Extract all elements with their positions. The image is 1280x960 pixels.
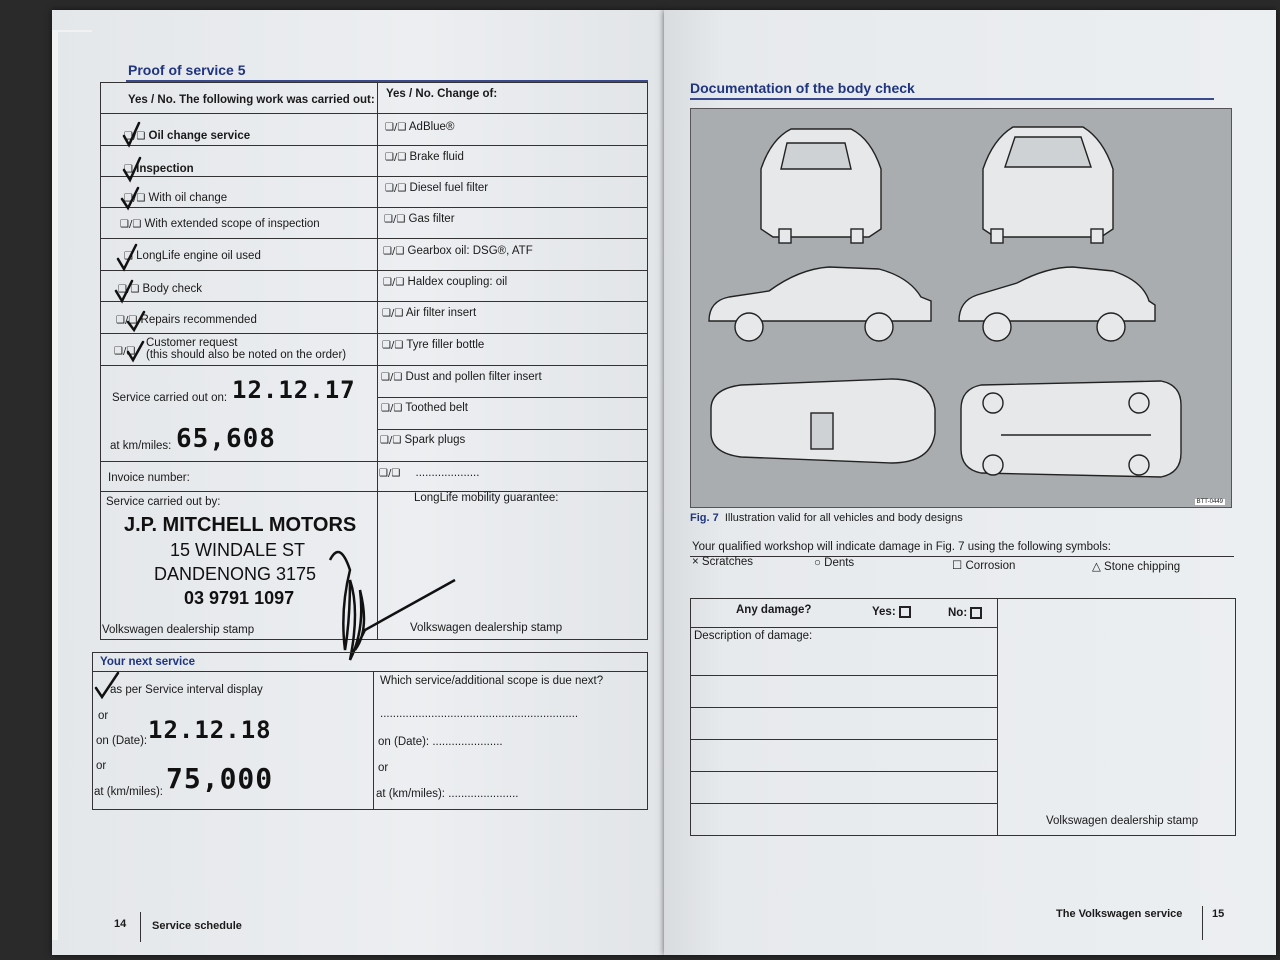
customer-request-note: (this should also be noted on the order): [146, 349, 347, 361]
work-item-oil-change[interactable]: ❑/❑ Oil change service: [124, 130, 251, 142]
footer-left: Service schedule: [152, 920, 242, 932]
work-item-body-check[interactable]: ❑/❑ Body check: [118, 283, 202, 295]
body-check-title: Documentation of the body check: [690, 80, 915, 96]
description-label: Description of damage:: [694, 630, 813, 642]
stamp-label-damage: Volkswagen dealership stamp: [1046, 815, 1199, 827]
change-item-pollen-filter[interactable]: ❑/❑ Dust and pollen filter insert: [381, 371, 542, 383]
car-figure: [690, 108, 1232, 508]
change-item-blank[interactable]: ❑/❑ ....................: [379, 467, 480, 479]
change-item-diesel-filter[interactable]: ❑/❑ Diesel fuel filter: [385, 182, 489, 194]
interval-display-option[interactable]: as per Service interval display: [110, 684, 263, 696]
footer-divider-left: [140, 912, 141, 942]
change-item-adblue[interactable]: ❑/❑ AdBlue®: [385, 121, 455, 133]
customer-request-label: Customer request: [146, 337, 238, 349]
footer-divider-right: [1202, 906, 1203, 940]
footer-right: The Volkswagen service: [1056, 908, 1183, 920]
change-item-gas-filter[interactable]: ❑/❑ Gas filter: [384, 213, 455, 225]
page-number-right: 15: [1212, 908, 1225, 920]
stamp-line-3: DANDENONG 3175: [154, 564, 317, 584]
change-item-spark-plugs[interactable]: ❑/❑ Spark plugs: [380, 434, 466, 446]
change-item-brake-fluid[interactable]: ❑/❑ Brake fluid: [385, 151, 464, 163]
work-item-repairs[interactable]: ❑/❑ Repairs recommended: [116, 314, 257, 326]
next-km-right[interactable]: at (km/miles): ......................: [376, 788, 519, 800]
change-header: Yes / No. Change of:: [386, 88, 498, 100]
km-value[interactable]: 65,608: [176, 424, 276, 454]
page-number-left: 14: [114, 918, 127, 930]
stamp-line-4: 03 9791 1097: [184, 588, 295, 608]
or-label-1: or: [98, 710, 109, 722]
change-item-haldex[interactable]: ❑/❑ Haldex coupling: oil: [383, 276, 508, 288]
longlife-guarantee-label: LongLife mobility guarantee:: [414, 492, 559, 504]
scope-question: Which service/additional scope is due next?: [380, 675, 604, 687]
figure-code: BTT-0449: [1196, 499, 1223, 505]
work-item-customer-request[interactable]: ❑/❑: [114, 346, 136, 357]
stamp-label-right: Volkswagen dealership stamp: [410, 622, 563, 634]
column-divider: [377, 83, 378, 639]
no-label[interactable]: No:: [948, 607, 982, 619]
symbols-intro: Your qualified workshop will indicate damage in Fig. 7 using the following symbols:: [692, 541, 1111, 553]
or-label-3: or: [378, 762, 389, 774]
work-item-longlife-oil[interactable]: ❑ LongLife engine oil used: [124, 250, 261, 262]
work-item-extended-scope[interactable]: ❑/❑ With extended scope of inspection: [120, 218, 320, 230]
change-item-air-filter[interactable]: ❑/❑ Air filter insert: [382, 307, 477, 319]
scope-dotted-line[interactable]: ..............................................................: [380, 708, 579, 720]
change-item-tyre-filler[interactable]: ❑/❑ Tyre filler bottle: [382, 339, 485, 351]
any-damage-label: Any damage?: [736, 604, 812, 616]
service-date-label: Service carried out on:: [112, 392, 228, 404]
carried-out-by-label: Service carried out by:: [106, 496, 221, 508]
fig-caption: Fig. 7 Illustration valid for all vehicles and body designs: [690, 512, 963, 524]
invoice-label: Invoice number:: [108, 472, 190, 484]
or-label-2: or: [96, 760, 107, 772]
yes-label[interactable]: Yes:: [872, 606, 911, 618]
service-date-value[interactable]: 12.12.17: [232, 376, 356, 404]
stamp-label-left: Volkswagen dealership stamp: [102, 624, 255, 636]
next-date-label: on (Date):: [96, 735, 148, 747]
symbol-stone-chipping: △ Stone chipping: [1092, 561, 1181, 573]
car-illustrations: [691, 109, 1231, 507]
symbol-dents: ○ Dents: [814, 557, 855, 569]
no-checkbox[interactable]: [970, 607, 982, 619]
symbol-scratches: × Scratches: [692, 556, 754, 568]
work-header: Yes / No. The following work was carried out:: [128, 94, 375, 106]
work-item-inspection[interactable]: ❑ Inspection: [124, 163, 194, 175]
change-item-gearbox-oil[interactable]: ❑/❑ Gearbox oil: DSG®, ATF: [383, 245, 533, 257]
km-label: at km/miles:: [110, 440, 172, 452]
next-date-value[interactable]: 12.12.18: [148, 716, 272, 744]
change-item-toothed-belt[interactable]: ❑/❑ Toothed belt: [381, 402, 468, 414]
page-edges: [52, 30, 92, 940]
work-item-with-oil-change[interactable]: ❑/❑ With oil change: [124, 192, 228, 204]
next-km-value[interactable]: 75,000: [166, 762, 274, 795]
symbol-corrosion: ☐ Corrosion: [952, 560, 1016, 572]
car-side-view-left: [709, 267, 931, 321]
yes-checkbox[interactable]: [899, 606, 911, 618]
car-side-view-right: [959, 267, 1155, 321]
proof-of-service-title: Proof of service 5: [128, 62, 246, 78]
body-check-rule: [690, 98, 1214, 100]
next-date-right[interactable]: on (Date): ......................: [378, 736, 503, 748]
stamp-line-1: J.P. MITCHELL MOTORS: [124, 514, 357, 536]
stamp-line-2: 15 WINDALE ST: [170, 540, 306, 560]
next-service-title: Your next service: [100, 656, 196, 668]
next-km-label: at (km/miles):: [94, 786, 163, 798]
